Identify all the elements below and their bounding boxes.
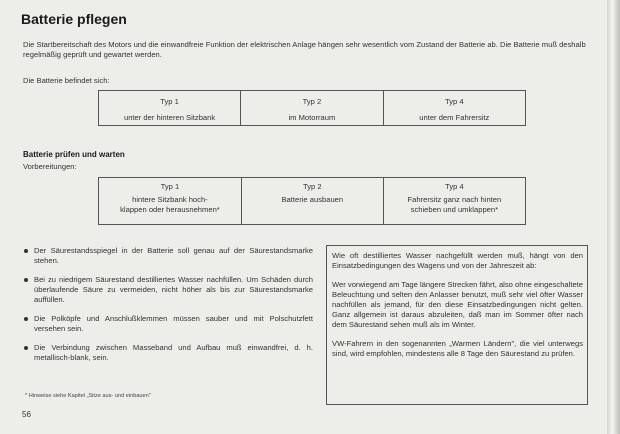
info-paragraph: VW-Fahrern in den sogenannten „Warmen Ländern", die viel unterwegs sind, wird empfohlen, mindestens alle 8 Tage den Säurestand zu prüfen. [332,339,583,358]
section-heading: Batterie prüfen und warten [23,150,125,159]
bullet-icon [24,346,28,350]
location-text: unter der hinteren Sitzbank [123,113,216,122]
prep-cell-typ2 [241,178,383,225]
page-number: 56 [22,410,31,419]
location-cell-typ4 [383,91,525,126]
list-item: Bei zu niedrigem Säurestand destilliertes Wasser nachfüllen. Um Schäden durch überlaufende Säure zu vermeiden, nicht höher als bis zur Säurestandsmarke auffüllen. [23,275,313,305]
location-cell-typ2 [241,91,383,126]
info-paragraph: Wer vorwiegend am Tage längere Strecken fährt, also ohne eingeschaltete Beleuchtung und selten den Anlasser benutzt, muß sehr viel öfter Wasser nachfüllen als jemand, für den diese Einsatzbedingungen nicht gelten. Ganz allgemein ist daraus abzuleiten, daß man im Sommer öfter nach dem Säurestand sehen muß als im Winter. [332,280,583,329]
bullet-icon [24,249,28,253]
bullet-icon [24,278,28,282]
info-box [326,245,588,405]
preparations-label: Vorbereitungen: [23,162,77,171]
location-type: Typ 1 [160,97,179,106]
intro-paragraph: Die Startbereitschaft des Motors und die einwandfreie Funktion der elektrischen Anlage hängen sehr wesentlich vom Zustand der Batterie ab. Die Batterie muß deshalb regelmäßig geprüft und gewartet werden. [23,40,586,59]
list-item: Die Verbindung zwischen Masseband und Aufbau muß einwandfrei, d. h. metallisch-blank, sein. [23,343,313,363]
location-text: im Motorraum [288,113,336,122]
prep-text: Batterie ausbauen [281,195,344,204]
battery-location-table [98,90,526,126]
list-item: Der Säurestandsspiegel in der Batterie soll genau auf der Säurestandsmarke stehen. [23,246,313,266]
prep-type: Typ 2 [303,182,322,191]
info-paragraph: Wie oft destilliertes Wasser nachgefüllt werden muß, hängt von den Einsatzbedingungen des Wagens und von der Jahreszeit ab: [332,251,583,270]
maintenance-checklist [23,246,313,372]
prep-cell-typ1 [99,178,242,225]
preparations-table [98,177,526,225]
location-label: Die Batterie befindet sich: [23,76,110,85]
footnote: * Hinweise siehe Kapitel „Sitze aus- und einbauen" [25,393,151,399]
prep-type: Typ 4 [445,182,464,191]
page-title: Batterie pflegen [21,11,127,27]
bullet-icon [24,317,28,321]
location-cell-typ1 [99,91,241,126]
prep-cell-typ4 [383,178,525,225]
list-item: Die Polköpfe und Anschlußklemmen müssen sauber und mit Polschutzfett versehen sein. [23,314,313,334]
book-gutter-edge [607,0,620,434]
location-type: Typ 4 [445,97,464,106]
prep-type: Typ 1 [160,182,180,191]
location-type: Typ 2 [302,97,322,106]
prep-text: Fahrersitz ganz nach hinten schieben und umklappen* [407,195,502,214]
prep-text: hintere Sitzbank hoch- klappen oder herausnehmen* [120,195,220,214]
location-text: unter dem Fahrersitz [419,113,490,122]
